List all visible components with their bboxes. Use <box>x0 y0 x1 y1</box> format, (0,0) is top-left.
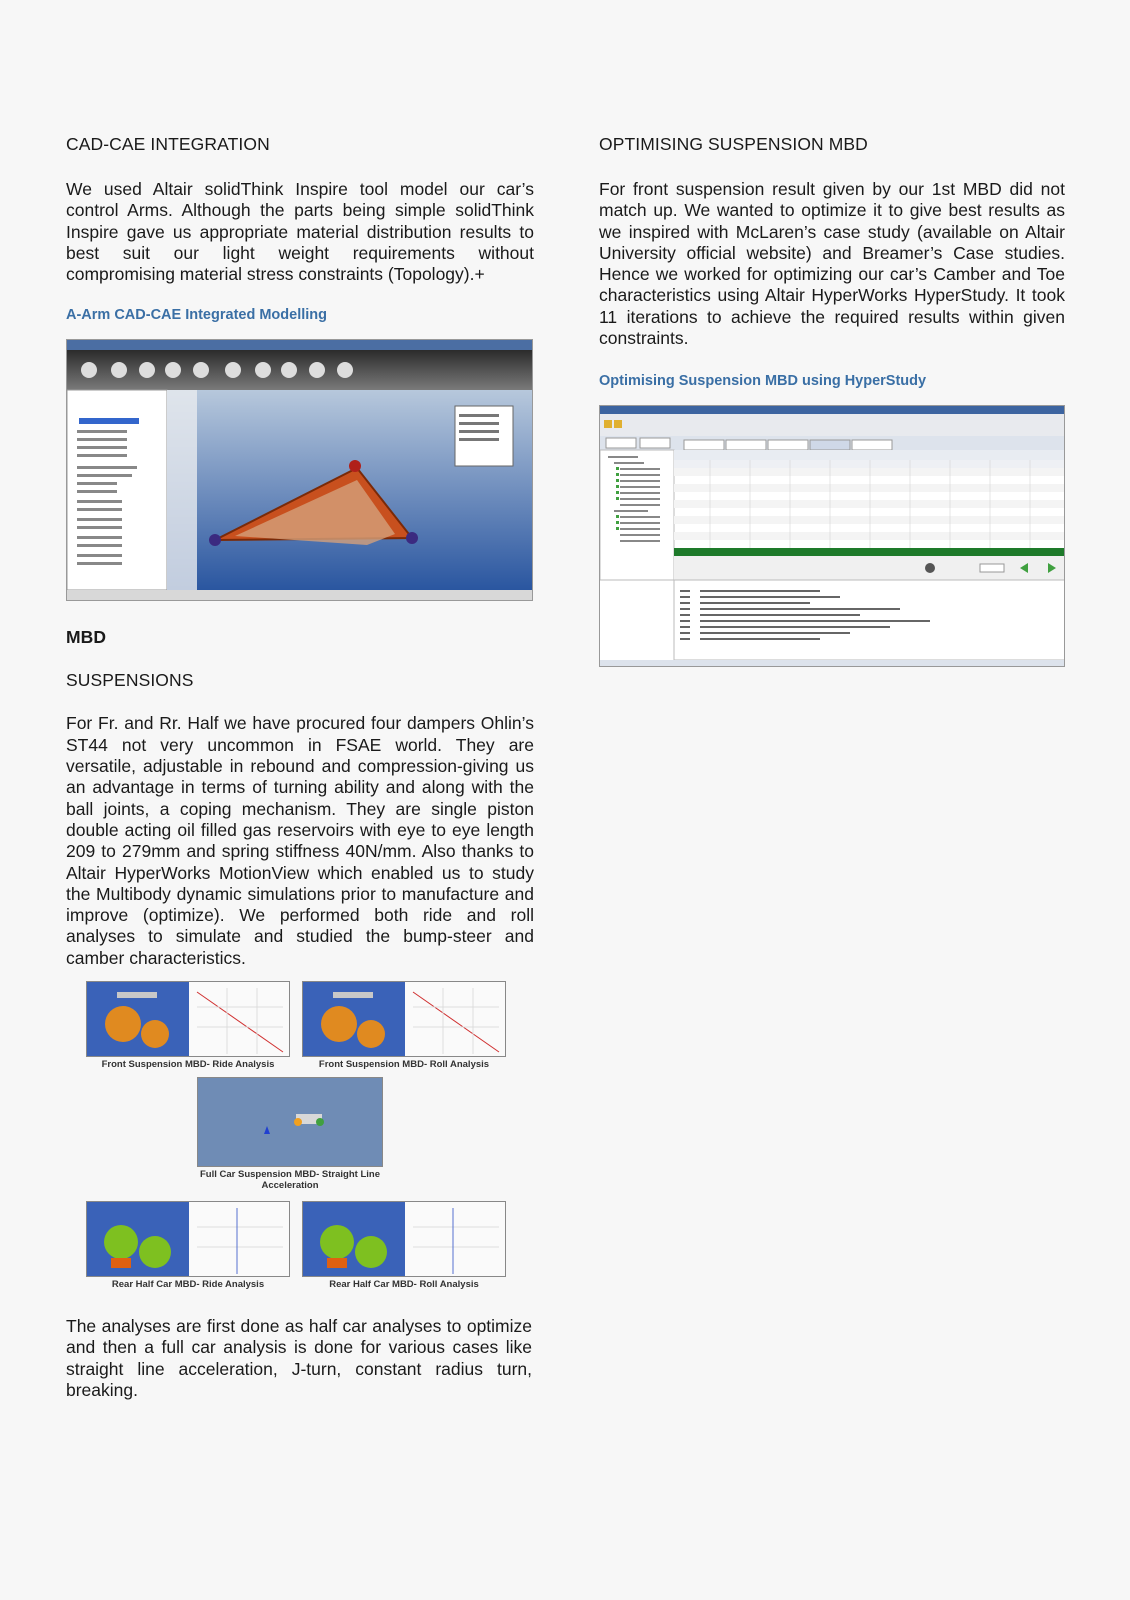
left-column <box>66 128 534 969</box>
front-roll-caption: Front Suspension MBD- Roll Analysis <box>318 1059 490 1070</box>
rear-ride-thumbnail <box>86 1201 290 1277</box>
suspensions-heading: SUSPENSIONS <box>66 670 194 691</box>
cad-cae-paragraph: We used Altair solidThink Inspire tool model our car’s control Arms. Although the parts being simple solidThink Inspire gave us appropriate material distribution results to best suit our light weight requirements without compromising material stress constraints (Topology).+ <box>66 179 534 285</box>
front-ride-caption: Front Suspension MBD- Ride Analysis <box>101 1059 275 1070</box>
mbd-thumbnails <box>86 981 506 1293</box>
optimising-heading: OPTIMISING SUSPENSION MBD <box>599 134 868 154</box>
optimising-paragraph: For front suspension result given by our 1st MBD did not match up. We wanted to optimize it to give best results as we inspired with McLaren’s case study (available on Altair University official website) and Breamer’s Case studies. Hence we worked for optimizing our car’s Camber and Toe characteristics using Altair HyperWorks HyperStudy. It took 11 iterations to achieve the required results within given constraints. <box>599 179 1065 349</box>
a-arm-inspire-screenshot <box>66 339 533 601</box>
hyperstudy-screenshot <box>599 405 1065 667</box>
hyperstudy-figure-caption: Optimising Suspension MBD using HyperStudy <box>599 373 927 390</box>
closing-block <box>66 1316 532 1401</box>
front-ride-thumbnail <box>86 981 290 1057</box>
rear-roll-caption: Rear Half Car MBD- Roll Analysis <box>329 1279 479 1290</box>
rear-roll-thumbnail <box>302 1201 506 1277</box>
right-column <box>599 128 1065 667</box>
full-car-caption: Full Car Suspension MBD- Straight Line Acceleration <box>200 1169 380 1191</box>
a-arm-figure-caption: A-Arm CAD-CAE Integrated Modelling <box>66 307 327 324</box>
front-roll-thumbnail <box>302 981 506 1057</box>
mbd-heading: MBD <box>66 627 107 648</box>
full-car-thumbnail <box>197 1077 383 1167</box>
closing-paragraph: The analyses are first done as half car analyses to optimize and then a full car analysis is done for various cases like straight line acceleration, J-turn, constant radius turn, breaking. <box>66 1316 532 1400</box>
cad-cae-heading: CAD-CAE INTEGRATION <box>66 134 270 154</box>
rear-ride-caption: Rear Half Car MBD- Ride Analysis <box>111 1279 265 1290</box>
suspensions-paragraph: For Fr. and Rr. Half we have procured four dampers Ohlin’s ST44 not very uncommon in FSAE world. They are versatile, adjustable in rebound and compression-giving us an advantage in terms of turning ability and along with the ball joints, a coping mechanism. They are single piston double acting oil filled gas reservoirs with eye to eye length 209 to 279mm and spring stiffness 40N/mm. Also thanks to Altair HyperWorks MotionView which enabled us to study the Multibody dynamic simulations prior to manufacture and improve (optimize). We performed both ride and roll analyses to simulate and studied the bump-steer and camber characteristics. <box>66 713 534 968</box>
